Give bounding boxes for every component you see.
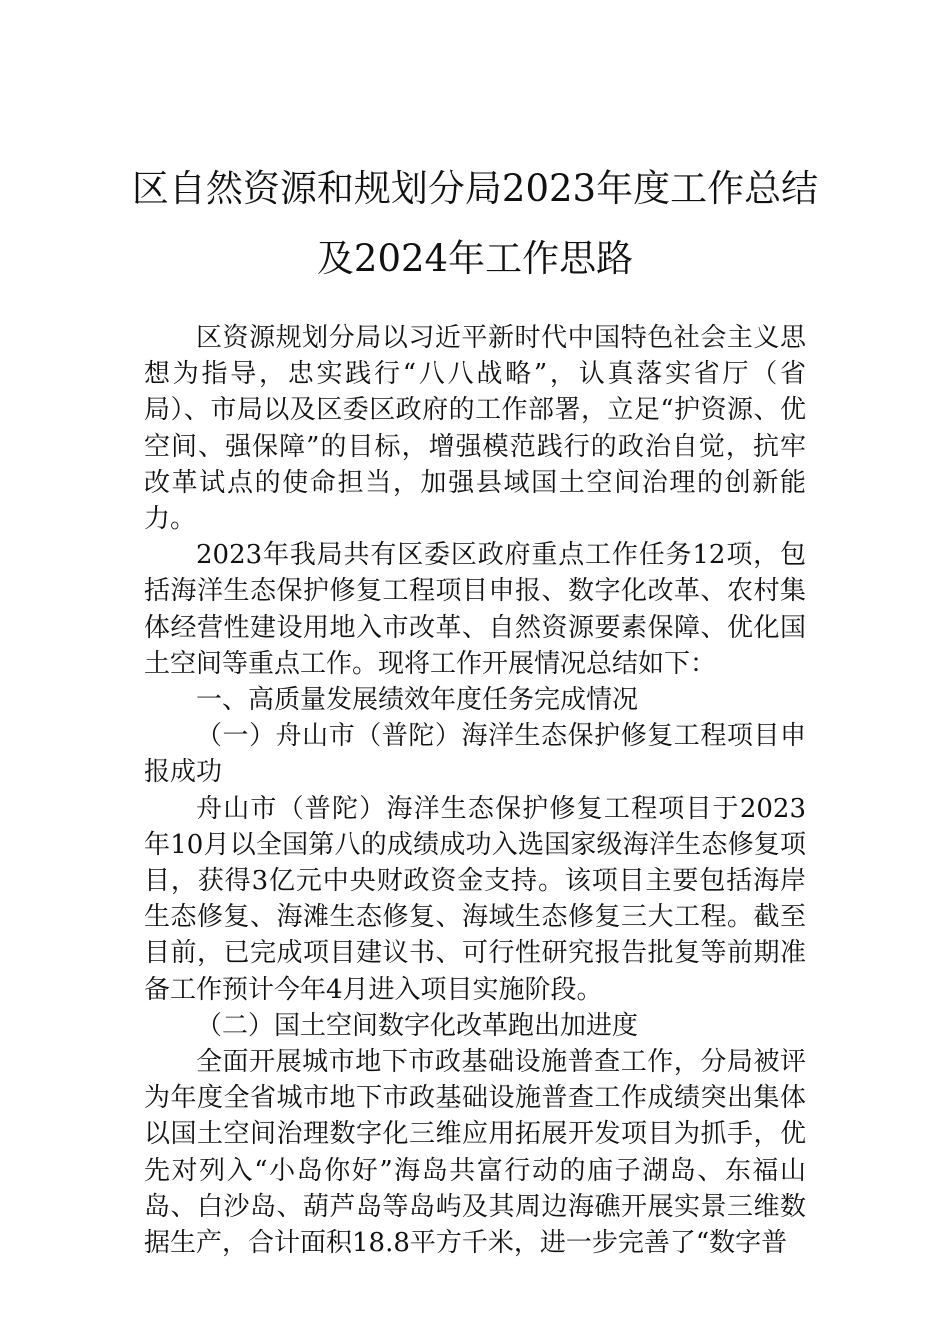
document-body — [144, 320, 806, 1261]
document-title-line-2: 及2024年工作思路 — [316, 237, 634, 280]
paragraph-marine-project: 舟山市（普陀）海洋生态保护修复工程项目于2023年10月以全国第八的成绩成功入选国家级海洋生态修复项目，获得3亿元中央财政资金支持。该项目主要包括海岸生态修复、海滩生态修复、海域生态修复三大工程。截至目前，已完成项目建议书、可行性研究报告批复等前期准备工作预计今年4月进入项目实施阶段。 — [144, 793, 806, 1005]
document-title-line-1: 区自然资源和规划分局2023年度工作总结 — [131, 167, 819, 210]
section-heading-1: 一、高质量发展绩效年度任务完成情况 — [196, 685, 639, 716]
paragraph-overview: 2023年我局共有区委区政府重点工作任务12项，包括海洋生态保护修复工程项目申报、数字化改革、农村集体经营性建设用地入市改革、自然资源要素保障、优化国土空间等重点工作。现将工作开展情况总结如下： — [144, 540, 806, 679]
subsection-heading-1: （一）舟山市（普陀）海洋生态保护修复工程项目申报成功 — [144, 721, 806, 788]
paragraph-intro: 区资源规划分局以习近平新时代中国特色社会主义思想为指导，忠实践行“八八战略”，认真落实省厅（省局）、市局以及区委区政府的工作部署，立足“护资源、优空间、强保障”的目标，增强模范践行的政治自觉，抗牢改革试点的使命担当，加强县域国土空间治理的创新能力。 — [144, 323, 806, 535]
subsection-heading-2: （二）国土空间数字化改革跑出加进度 — [196, 1010, 639, 1041]
paragraph-digital-reform: 全面开展城市地下市政基础设施普查工作，分局被评为年度全省城市地下市政基础设施普查工作成绩突出集体以国土空间治理数字化三维应用拓展开发项目为抓手，优先对列入“小岛你好”海岛共富行动的庙子湖岛、东福山岛、白沙岛、葫芦岛等岛屿及其周边海礁开展实景三维数据生产，合计面积18.8平方千米，进一步完善了“数字普 — [144, 1047, 806, 1259]
